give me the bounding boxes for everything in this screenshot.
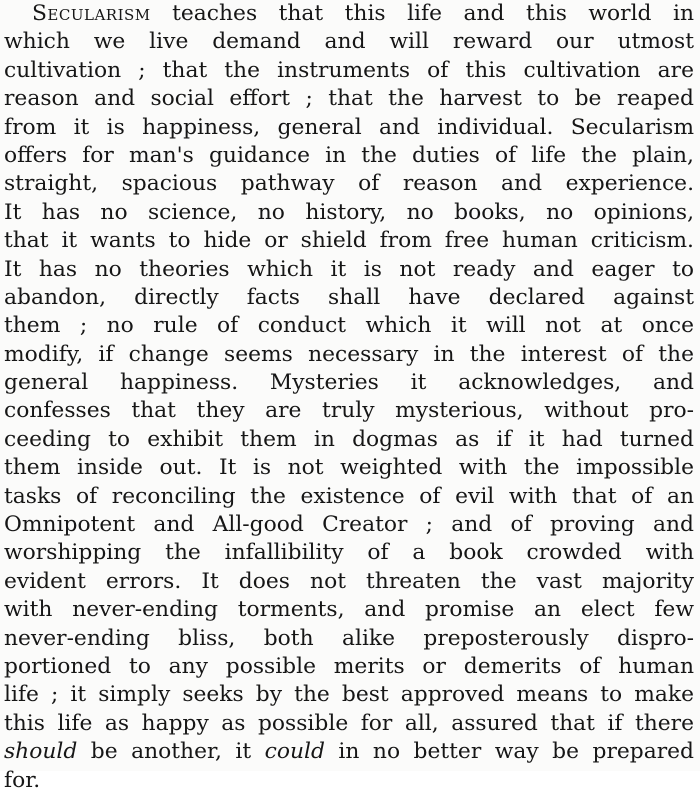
emphasis-should: should — [4, 739, 78, 765]
text-line-12: them ; no rule of conduct which it will not at once — [4, 313, 694, 339]
text-line-8: It has no science, no history, no books, no opinions, — [4, 199, 694, 225]
text-line-21: evident errors. It does not threaten the vast majority — [4, 568, 694, 594]
text-line-3: cultivation ; that the instruments of this cultivation are — [4, 57, 694, 83]
text-line-4: reason and social effort ; that the harvest to be reaped — [4, 86, 694, 112]
text-line-13: modify, if change seems necessary in the interest of the — [4, 341, 694, 367]
text-line-20: worshipping the infallibility of a book crowded with — [4, 540, 694, 566]
text-line-19: Omnipotent and All-good Creator ; and of proving and — [4, 512, 694, 538]
text-line-2: which we live demand and will reward our utmost — [4, 29, 694, 55]
text-line-26: this life as happy as possible for all, assured that if there — [4, 710, 694, 736]
text-line-10: It has no theories which it is not ready and eager to — [4, 256, 694, 282]
opening-word: Secularism — [32, 1, 151, 26]
text-line-27: should be another, it could in no better way be prepared — [4, 739, 694, 765]
text-line-9: that it wants to hide or shield from free human criticism. — [4, 228, 694, 254]
text-line-14: general happiness. Mysteries it acknowledges, and — [4, 370, 694, 396]
text-line-15: confesses that they are truly mysterious, without pro- — [4, 398, 694, 424]
text-line-5: from it is happiness, general and individual. Secularism — [4, 114, 694, 140]
text-line-22: with never-ending torments, and promise an elect few — [4, 597, 694, 623]
text-line-16: ceeding to exhibit them in dogmas as if it had turned — [4, 426, 694, 452]
text-line-11: abandon, directly facts shall have declared against — [4, 284, 694, 310]
text-line-25: life ; it simply seeks by the best approved means to make — [4, 682, 694, 708]
text-line-7: straight, spacious pathway of reason and experience. — [4, 171, 694, 197]
text-line-17: them inside out. It is not weighted with the impossible — [4, 455, 694, 481]
text-line-18: tasks of reconciling the existence of evil with that of an — [4, 483, 694, 509]
text-line-23: never-ending bliss, both alike preposterously dispro- — [4, 625, 694, 651]
emphasis-could: could — [264, 739, 325, 765]
text-line-1: Secularism teaches that this life and this world in — [32, 1, 694, 26]
text-line-28: for. — [4, 767, 41, 793]
text-line-24: portioned to any possible merits or demerits of human — [4, 653, 694, 679]
text-line-6: offers for man's guidance in the duties of life the plain, — [4, 142, 694, 168]
